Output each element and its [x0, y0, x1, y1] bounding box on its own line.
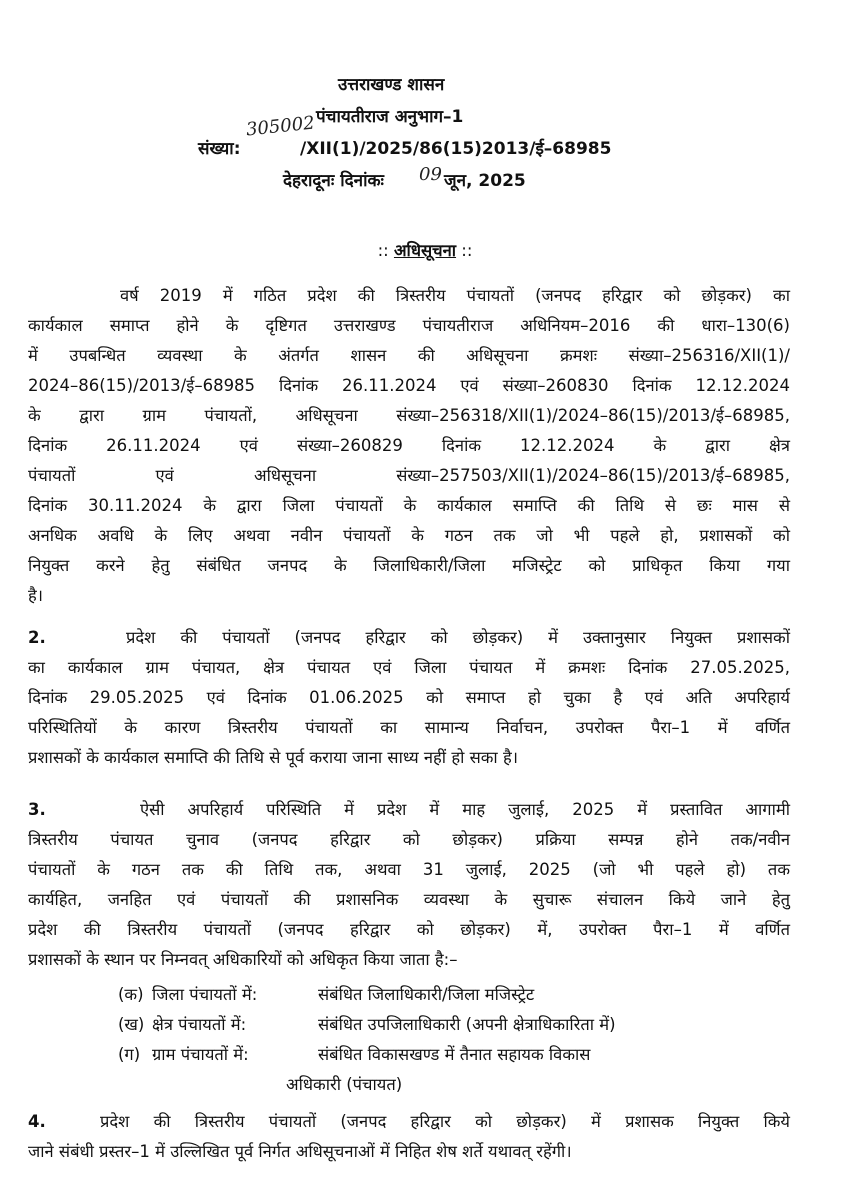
para3-number: 3. [28, 800, 46, 819]
para1-line: कार्यकाल समाप्त होने के दृष्टिगत उत्तराखण्ड पंचायतीराज अधिनियम–2016 की धारा–130(6) [28, 316, 790, 335]
para3-line: पंचायतों के गठन तक की तिथि तक, अथवा 31 जुलाई, 2025 (जो भी पहले हो) तक [28, 860, 790, 879]
department-name: पंचायतीराज अनुभाग–1 [316, 107, 464, 127]
para4-number: 4. [28, 1112, 46, 1131]
notice-title [0, 238, 850, 261]
para3-line: कार्यहित, जनहित एवं पंचायतों की प्रशासनिक व्यवस्था के सुचारू संचालन किये जाने हेतु [28, 890, 790, 909]
para2-line: का कार्यकाल ग्राम पंचायत, क्षेत्र पंचायत एवं जिला पंचायत में क्रमशः दिनांक 27.05.2025, [28, 658, 790, 677]
list-item-officer-continued: अधिकारी (पंचायत) [286, 1075, 403, 1094]
para2-line: दिनांक 29.05.2025 एवं दिनांक 01.06.2025 को समाप्त हो चुका है एवं अति अपरिहार्य [28, 688, 790, 707]
para2-number: 2. [28, 628, 46, 647]
handwritten-number: 305002 [245, 112, 316, 141]
para1-line: के द्वारा ग्राम पंचायतों, अधिसूचना संख्या–256318/XII(1)/2024–86(15)/2013/ई–68985, [28, 406, 790, 425]
list-item-label: ग्राम पंचायतों में: [152, 1045, 249, 1064]
number-label: संख्या: [198, 139, 241, 159]
list-item-marker: (क) [118, 985, 144, 1004]
para1-line: पंचायतों एवं अधिसूचना संख्या–257503/XII(1)/2024–86(15)/2013/ई–68985, [28, 466, 790, 485]
para1-line: नियुक्त करने हेतु संबंधित जनपद के जिलाधिकारी/जिला मजिस्ट्रेट को प्राधिकृत किया गया [28, 556, 790, 575]
para4-line: प्रदेश की त्रिस्तरीय पंचायतों (जनपद हरिद्वार को छोड़कर) में प्रशासक नियुक्त किये [100, 1112, 790, 1131]
para2-line: परिस्थितियों के कारण त्रिस्तरीय पंचायतों का सामान्य निर्वाचन, उपरोक्त पैरा–1 में वर्णित [28, 718, 790, 737]
para1-line: अनधिक अवधि के लिए अथवा नवीन पंचायतों के गठन तक जो भी पहले हो, प्रशासकों को [28, 526, 790, 545]
list-item-marker: (ख) [118, 1015, 145, 1034]
para3-line: ऐसी अपरिहार्य परिस्थिति में प्रदेश में माह जुलाई, 2025 में प्रस्तावित आगामी [140, 800, 790, 819]
date-month-year: जून, 2025 [444, 171, 526, 191]
para4-line: जाने संबंधी प्रस्तर–1 में उल्लिखित पूर्व निर्गत अधिसूचनाओं में निहित शेष शर्ते यथावत् रहेंगी। [28, 1142, 572, 1161]
list-item-officer: संबंधित जिलाधिकारी/जिला मजिस्ट्रेट [318, 985, 535, 1004]
notice-title-suffix: :: [461, 241, 473, 260]
list-item-officer: संबंधित विकासखण्ड में तैनात सहायक विकास [318, 1045, 591, 1064]
para3-line: प्रशासकों के स्थान पर निम्नवत् अधिकारियों को अधिकृत किया जाता है:– [28, 950, 458, 969]
list-item-marker: (ग) [118, 1045, 141, 1064]
para1-line: वर्ष 2019 में गठित प्रदेश की त्रिस्तरीय पंचायतों (जनपद हरिद्वार को छोड़कर) का [120, 286, 790, 305]
place-date-label: देहरादूनः दिनांकः [283, 171, 384, 191]
notice-title-text: अधिसूचना [393, 241, 457, 260]
para1-line: है। [28, 586, 44, 605]
para3-line: त्रिस्तरीय पंचायत चुनाव (जनपद हरिद्वार को छोड़कर) प्रक्रिया सम्पन्न होने तक/नवीन [28, 830, 790, 849]
handwritten-date-day: 09 [419, 164, 442, 185]
para1-line: 2024–86(15)/2013/ई–68985 दिनांक 26.11.2024 एवं संख्या–260830 दिनांक 12.12.2024 [28, 376, 790, 395]
para2-line: प्रशासकों के कार्यकाल समाप्ति की तिथि से पूर्व कराया जाना साध्य नहीं हो सका है। [28, 748, 518, 767]
list-item-label: क्षेत्र पंचायतों में: [152, 1015, 247, 1034]
para1-line: दिनांक 26.11.2024 एवं संख्या–260829 दिनांक 12.12.2024 के द्वारा क्षेत्र [28, 436, 790, 455]
government-name: उत्तराखण्ड शासन [338, 75, 445, 95]
para1-line: में उपबन्धित व्यवस्था के अंतर्गत शासन की अधिसूचना क्रमशः संख्या–256316/XII(1)/ [28, 346, 790, 365]
list-item-label: जिला पंचायतों में: [152, 985, 258, 1004]
list-item-officer: संबंधित उपजिलाधिकारी (अपनी क्षेत्राधिकारिता में) [318, 1015, 616, 1034]
para2-line: प्रदेश की पंचायतों (जनपद हरिद्वार को छोड़कर) में उक्तानुसार नियुक्त प्रशासकों [126, 628, 790, 647]
notice-title-prefix: :: [377, 241, 389, 260]
para3-line: प्रदेश की त्रिस्तरीय पंचायतों (जनपद हरिद्वार को छोड़कर) में, उपरोक्त पैरा–1 में वर्णित [28, 920, 790, 939]
para1-line: दिनांक 30.11.2024 के द्वारा जिला पंचायतों के कार्यकाल समाप्ति की तिथि से छः मास से [28, 496, 790, 515]
reference-number: /XII(1)/2025/86(15)2013/ई–68985 [300, 139, 612, 159]
